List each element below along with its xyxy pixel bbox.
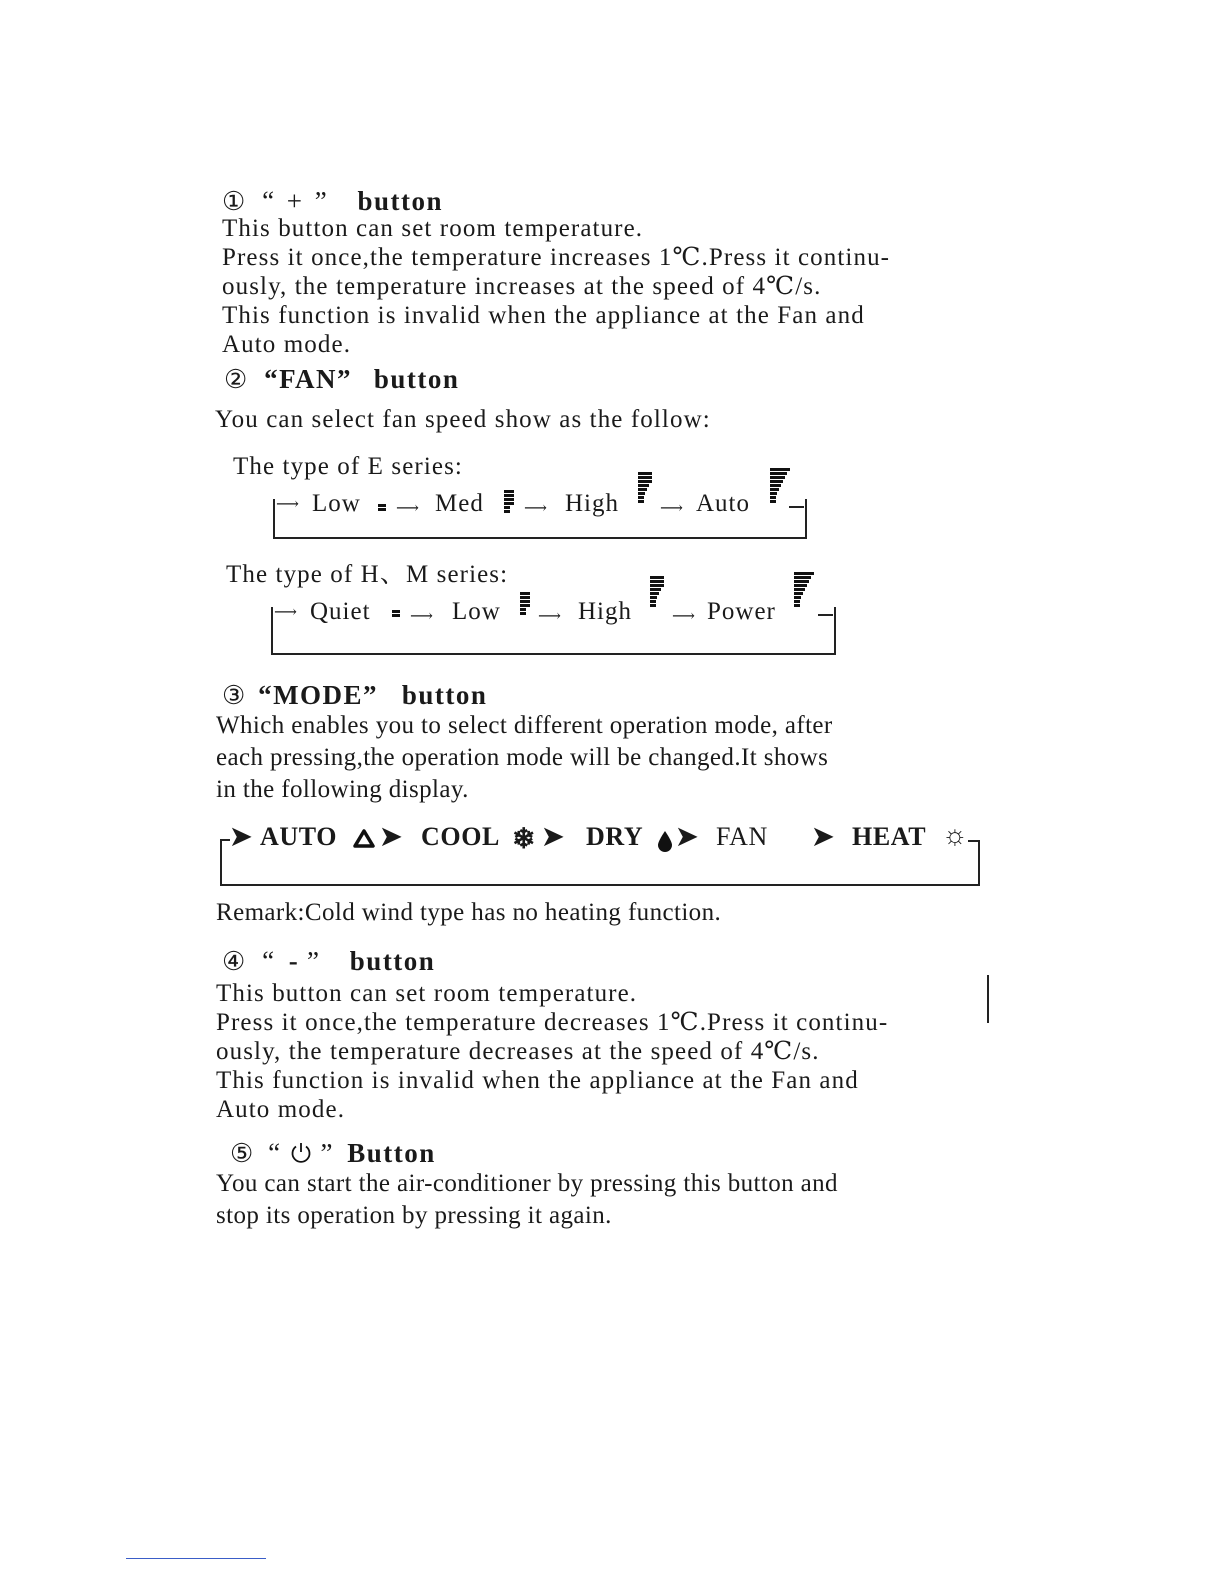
arrow-icon: ➤ [676,822,699,851]
arrow-icon: ➤ [812,822,835,851]
text-line: ously, the temperature decreases at the speed of 4℃/s. [216,1038,820,1065]
quote-close: ” [307,946,321,976]
speed-label: Auto [696,490,750,517]
arrow-icon: ⟶ [538,608,562,625]
text-line: stop its operation by pressing it again. [216,1202,612,1229]
speed-label: High [565,490,619,517]
section-5-heading [230,1138,436,1169]
speed-label: Med [435,490,484,517]
fan-intro: You can select fan speed show as the follow: [215,406,711,433]
arrow-icon: ⟶ [276,496,300,513]
text-line: in the following display. [216,776,469,803]
text-line: Press it once,the temperature increases 1℃.Press it continu- [222,244,891,271]
text-line: each pressing,the operation mode will be changed.It shows [216,744,829,771]
mode-loop-line [220,840,980,886]
arrow-icon: ➤ [380,822,403,851]
mode-title: “MODE” [258,680,379,710]
text-line: This button can set room temperature. [216,980,638,1007]
fan-level-3-icon [650,576,664,608]
arrow-icon: ➤ [230,822,253,851]
section-3-text [216,710,833,806]
section-3-heading [222,680,487,711]
arrow-icon: ⟶ [410,608,434,625]
arrow-icon: ⟶ [524,500,548,517]
arrow-icon: ⟶ [660,500,684,517]
hm-series-caption: The type of H、M series: [226,561,509,588]
section-1-heading [222,186,443,217]
section-number: ② [224,365,249,394]
section-5-text [216,1168,838,1232]
quote-close: ” [314,186,328,216]
quote-close: ” [320,1138,334,1168]
section-number: ③ [222,681,247,710]
footer-rule [126,1558,266,1559]
speed-label: Low [452,598,501,625]
e-series-caption: The type of E series: [233,453,463,480]
loop-connector [968,840,980,842]
text-line: Which enables you to select different operation mode, after [216,712,833,739]
text-line: Auto mode. [222,331,352,358]
quote-open: “ [262,186,276,216]
text-line: This button can set room temperature. [222,215,644,242]
speed-label: Quiet [310,598,371,625]
minus-symbol: - [288,946,300,976]
button-word: button [349,946,436,976]
mode-label-auto: AUTO [260,822,338,851]
text-line: This function is invalid when the appliance at the Fan and [216,1067,859,1094]
speed-label: High [578,598,632,625]
loop-connector [220,839,230,841]
text-line: You can start the air-conditioner by pressing this button and [216,1170,838,1197]
mode-label-cool: COOL [421,822,500,851]
text-line: This function is invalid when the appliance at the Fan and [222,302,865,329]
speed-label: Low [312,490,361,517]
section-2-heading [224,364,459,395]
quote-open: “ [262,946,276,976]
button-word: button [401,680,488,710]
e-series-loop-line [273,499,807,539]
section-4-heading [222,946,435,977]
fan-power-icon [794,572,814,608]
text-line: Press it once,the temperature decreases 1℃.Press it continu- [216,1009,889,1036]
loop-connector [978,840,980,884]
remark-text: Remark:Cold wind type has no heating function. [216,899,722,926]
loop-connector [789,506,804,508]
arrow-icon: ⟶ [672,608,696,625]
loop-connector [818,614,833,616]
section-1-text [222,214,890,359]
section-number: ⑤ [230,1139,255,1168]
speed-label: Power [707,598,776,625]
section-number: ① [222,187,247,216]
button-word: button [357,186,444,216]
button-word: Button [347,1138,436,1168]
hm-series-loop-line [271,607,836,655]
arrow-icon: ⟶ [396,500,420,517]
quote-open: “ [268,1138,282,1168]
section-4-text [216,979,888,1124]
mode-label-heat: HEAT [852,822,927,851]
mode-label-dry: DRY [586,822,644,851]
arrow-icon: ➤ [542,822,565,851]
margin-rule [987,975,989,1023]
fan-title: “FAN” [264,364,353,394]
mode-label-fan: FAN [716,822,768,851]
sun-icon: ☼ [942,820,969,851]
text-line: ously, the temperature increases at the speed of 4℃/s. [222,273,822,300]
snowflake-icon: ❄ [512,824,537,855]
plus-symbol: + [286,186,304,216]
arrow-icon: ⟶ [274,604,298,621]
section-number: ④ [222,947,247,976]
text-line: Auto mode. [216,1096,346,1123]
button-word: button [373,364,460,394]
power-icon [289,1141,313,1165]
